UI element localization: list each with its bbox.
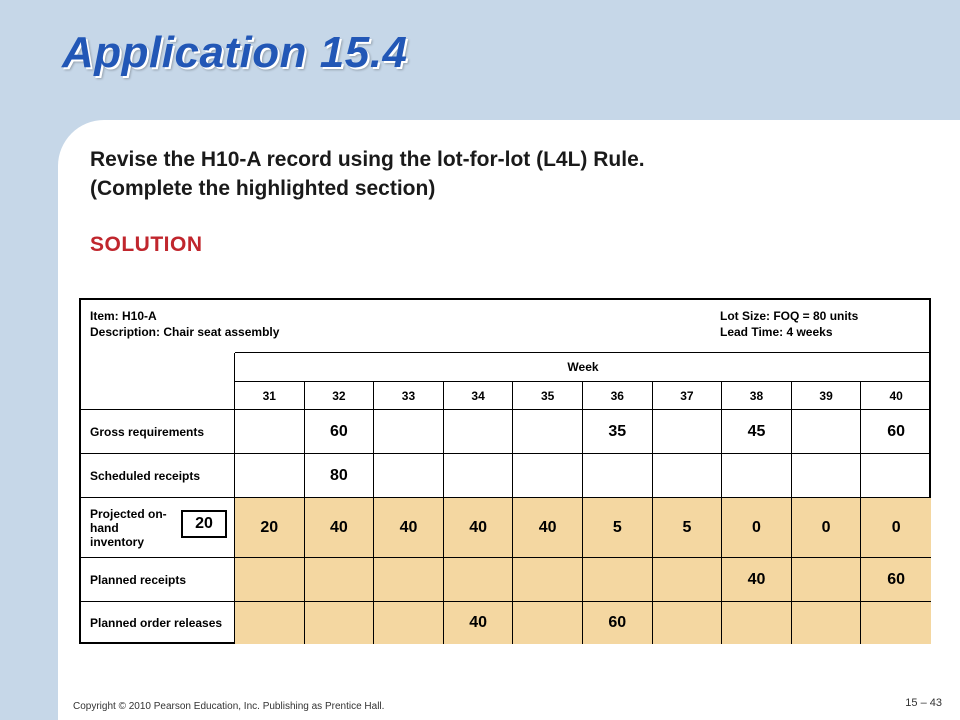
table-cell [792,558,862,602]
instruction-line-1: Revise the H10-A record using the lot-for-lot (L4L) Rule. [90,148,645,171]
table-cell: 20 [235,498,305,558]
item-label: Item: H10-A [90,309,157,323]
table-cell: 60 [583,602,653,644]
table-cell [374,454,444,498]
table-cell: 5 [583,498,653,558]
table-cell [235,410,305,454]
week-number-cell: 36 [583,382,653,410]
table-cell: 5 [653,498,723,558]
table-cell: 40 [444,602,514,644]
table-cell [374,410,444,454]
row-label: Planned receipts [81,558,235,602]
description-label: Description: Chair seat assembly [90,325,280,339]
table-cell [861,454,931,498]
instruction-line-2: (Complete the highlighted section) [90,177,436,200]
table-cell [305,558,375,602]
table-cell: 40 [374,498,444,558]
week-number-cell: 33 [374,382,444,410]
table-cell: 60 [305,410,375,454]
table-cell: 40 [722,558,792,602]
table-cell [305,602,375,644]
instructions [90,145,870,203]
week-number-cell: 34 [444,382,514,410]
table-cell: 40 [305,498,375,558]
lot-size-label: Lot Size: FOQ = 80 units [720,309,859,323]
table-cell [444,558,514,602]
table-cell [792,410,862,454]
table-cell: 0 [722,498,792,558]
table-cell [653,602,723,644]
row-label: Projected on-hand inventory [81,498,235,558]
table-cell [235,454,305,498]
table-cell [513,558,583,602]
mrp-record-table [79,298,931,644]
table-cell [722,454,792,498]
table-cell [583,558,653,602]
table-cell: 40 [513,498,583,558]
record-header-right [720,308,858,340]
table-cell: 45 [722,410,792,454]
page-number: 15 – 43 [905,697,942,709]
table-cell [653,454,723,498]
table-cell: 60 [861,558,931,602]
table-cell [792,454,862,498]
copyright: Copyright © 2010 Pearson Education, Inc. Publishing as Prentice Hall. [73,701,385,712]
table-cell [861,602,931,644]
table-cell: 0 [861,498,931,558]
solution-label: SOLUTION [90,233,203,256]
week-header: Week [235,353,931,382]
table-cell [583,454,653,498]
table-cell [444,454,514,498]
lead-time-label: Lead Time: 4 weeks [720,325,833,339]
table-cell [513,454,583,498]
table-cell [653,558,723,602]
table-cell [235,558,305,602]
table-cell: 35 [583,410,653,454]
slide-title: Application 15.4 [62,28,408,77]
table-cell [235,602,305,644]
row-label: Gross requirements [81,410,235,454]
table-cell: 40 [444,498,514,558]
week-number-cell: 32 [305,382,375,410]
week-number-cell: 40 [861,382,931,410]
table-cell [374,558,444,602]
row-label: Planned order releases [90,616,223,630]
table-cell [444,410,514,454]
week-number-cell: 31 [235,382,305,410]
week-number-cell: 35 [513,382,583,410]
initial-inventory-box: 20 [181,510,227,538]
week-number-cell: 38 [722,382,792,410]
week-number-cell: 39 [792,382,862,410]
table-cell [722,602,792,644]
week-number-cell: 37 [653,382,723,410]
row-label: Scheduled receipts [81,454,235,498]
table-cell [513,602,583,644]
table-cell: 80 [305,454,375,498]
table-cell [653,410,723,454]
record-header-left [90,308,279,340]
table-cell: 0 [792,498,862,558]
table-cell [374,602,444,644]
table-cell [513,410,583,454]
table-cell [792,602,862,644]
table-cell: 60 [861,410,931,454]
